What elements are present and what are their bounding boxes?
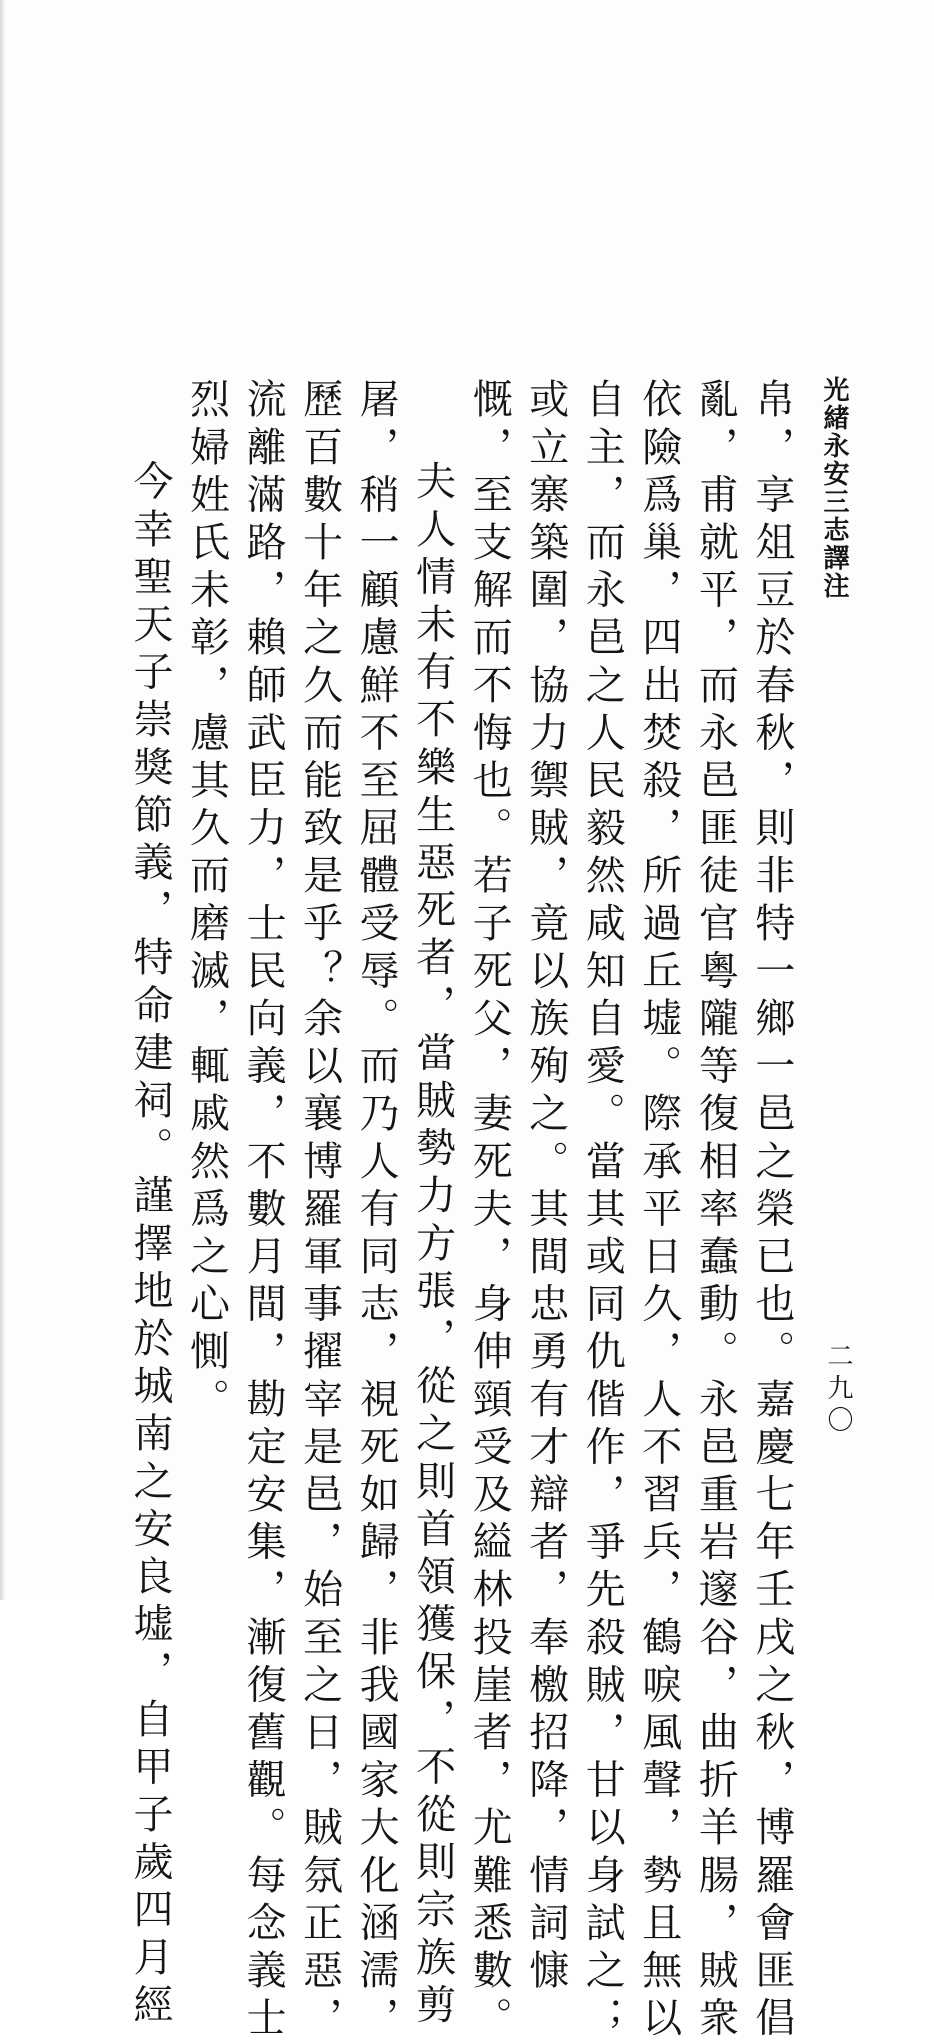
page-number: 二九〇 [823,1342,853,1438]
running-title: 光緒永安三志譯注 [819,376,849,600]
body-text [127,378,795,2044]
text-column: 帛，享俎豆於春秋，則非特一鄉一邑之榮已也。嘉慶七年壬戌之秋，博羅會匪倡 [748,378,795,2044]
text-column: 亂，甫就平，而永邑匪徒官粵隴等復相率蠢動。永邑重岩邃谷，曲折羊腸，賊衆 [692,378,739,2044]
text-column: 流離滿路，賴師武臣力，士民向義，不數月間，勘定安集，漸復舊觀。每念義士 [240,378,287,2044]
text-column: 依險爲巢，四出焚殺，所過丘墟。際承平日久，人不習兵，鶴唳風聲，勢且無以 [635,378,682,2044]
text-column: 或立寨築圍，協力禦賊，竟以族殉之。其間忠勇有才辯者，奉檄招降，情詞慷 [522,378,569,1997]
text-column: 屠，稍一顧慮鮮不至屈體受辱。而乃人有同志，視死如歸，非我國家大化涵濡， [353,378,400,2044]
text-column-indented: 夫人情未有不樂生惡死者，當賊勢力方張，從之則首領獲保，不從則宗族剪 [409,460,456,2031]
text-column: 歷百數十年之久而能致是乎？余以襄博羅軍事擢宰是邑，始至之日，賊氛正惡， [296,378,343,2044]
text-column: 慨，至支解而不悔也。若子死父，妻死夫，身伸頸受及縊林投崖者，尤難悉數。 [466,378,513,2044]
page-edge-shadow [0,0,6,1600]
text-column: 自主，而永邑之人民毅然咸知自愛。當其或同仇偕作，爭先殺賊，甘以身試之； [579,378,626,2044]
text-column: 烈婦姓氏未彰，慮其久而磨滅，輒戚然爲之心惻。 [183,378,230,1426]
text-column-indented: 今幸聖天子崇獎節義，特命建祠。謹擇地於城南之安良墟，自甲子歲四月經 [127,460,173,2031]
